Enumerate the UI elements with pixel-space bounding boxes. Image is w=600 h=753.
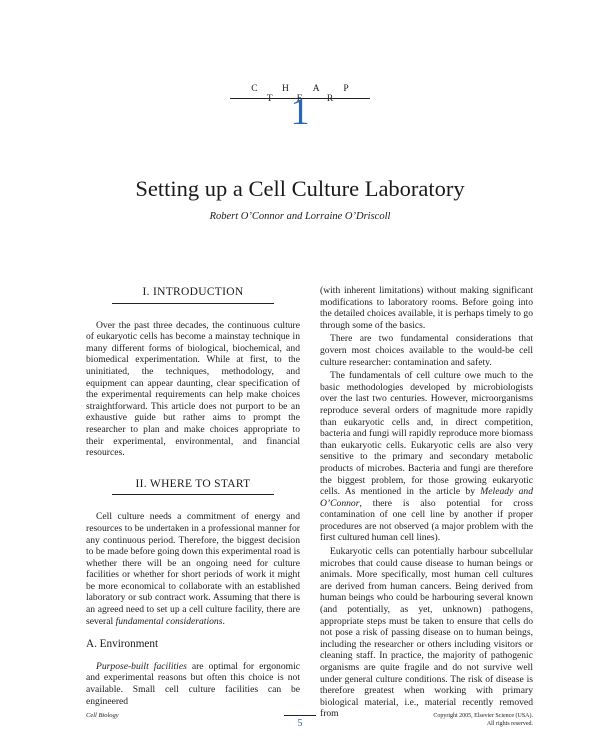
emphasis: Meleady and O’Connor: [320, 486, 533, 509]
paragraph: [86, 661, 300, 707]
section-heading-text: II. WHERE TO START: [135, 477, 251, 490]
chapter-number: 1: [290, 91, 310, 133]
paragraph: There are two fundamental considerations that govern most choices available to the would-be cell culture researcher: contamination and safety.: [320, 333, 533, 368]
left-column: [86, 285, 300, 707]
heading-rule: [112, 303, 274, 304]
text-run: , there is also potential for cross contamination of one cell line by another if proper procedures are not observed (a major problem with the first cultured human cell lines).: [320, 497, 533, 544]
footer-rule: [284, 715, 316, 716]
footer-journal: Cell Biology: [86, 712, 119, 719]
section-heading-text: I. INTRODUCTION: [142, 286, 244, 298]
page-title: Setting up a Cell Culture Laboratory: [135, 176, 465, 201]
emphasis: fundamental considerations: [115, 615, 223, 627]
right-column: [320, 285, 533, 720]
copyright-line: Copyright 2005, Elsevier Science (USA).: [433, 713, 533, 719]
emphasis: Purpose-built facilities: [96, 660, 187, 672]
text-run: The fundamentals of cell culture owe much to the basic methodologies developed by microbiologists over the last two centuries. However, microorganisms reproduce several orders of magnitude more rapidly than eukaryotic cells and, in direct competition, bacteria and fungi will rapidly reproduce more biomass than eukaryotic cells. Eukaryotic cells are also very sensitive to the primary and secondary metabolic products of microbes. Bacteria and fungi are therefore the biggest problem, for those growing eukaryotic cells. As mentioned in the article by: [320, 370, 533, 498]
page-number: 5: [297, 718, 303, 729]
section-heading-introduction: [86, 285, 300, 304]
paragraph: Over the past three decades, the continuous culture of eukaryotic cells has become a mainstay technique in many different forms of biological, biochemical, and biomedical experimentation. While at first, to the uninitiated, the techniques, methodology, and equipment can appear daunting, clear specification of the experimental requirements can help make choices straightforward. This article does not purport to be an exhaustive guide but rather aims to prompt the researcher to plan and make choices appropriate to their experimental, environmental, and financial resources.: [86, 319, 300, 459]
text-run: Cell culture needs a commitment of energy and resources to be undertaken in a professional manner for any continuous period. Therefore, the biggest decision to be made before going down this experimental road is whether there will be an ongoing need for culture facilities or whether for short periods of work it might be more economical to collaborate with an established laboratory or sub contract work. Assuming that there is an agreed need to set up a cell culture facility, there are several: [86, 511, 300, 627]
heading-rule: [112, 494, 274, 495]
text-run: .: [222, 615, 225, 627]
paragraph: [86, 511, 300, 627]
footer-copyright: [433, 712, 533, 728]
authors: Robert O’Connor and Lorraine O’Driscoll: [209, 211, 391, 222]
section-heading-where-to-start: [86, 477, 300, 496]
paragraph: [320, 370, 533, 544]
rights-line: All rights reserved.: [486, 721, 533, 727]
chapter-label: C H A P T E R: [251, 84, 360, 104]
paragraph: (with inherent limitations) without making significant modifications to laboratory rooms. Before going into the detailed choices available, it is perhaps timely to go through some of the basics.: [320, 285, 533, 331]
text-run: are optimal for ergonomic and experimental reasons but often this choice is not available. Small cell culture facilities can be engineered: [86, 660, 300, 707]
subsection-heading-environment: A. Environment: [86, 638, 159, 651]
paragraph: Eukaryotic cells can potentially harbour subcellular microbes that could cause disease to human beings or animals. More specifically, most human cell cultures are derived from human cancers. Being derived from human beings who could be harbouring several known (and potentially, as yet, unknown) pathogens, appropriate steps must be taken to ensure that cells do not pose a risk of passing disease on to human beings, including the researcher or others including visitors or cleaning staff. In practice, the majority of pathogenic organisms are quite fragile and do not survive well under general culture conditions. The risk of disease is therefore greatest when working with primary biological material, i.e., material recently removed from: [320, 546, 533, 720]
